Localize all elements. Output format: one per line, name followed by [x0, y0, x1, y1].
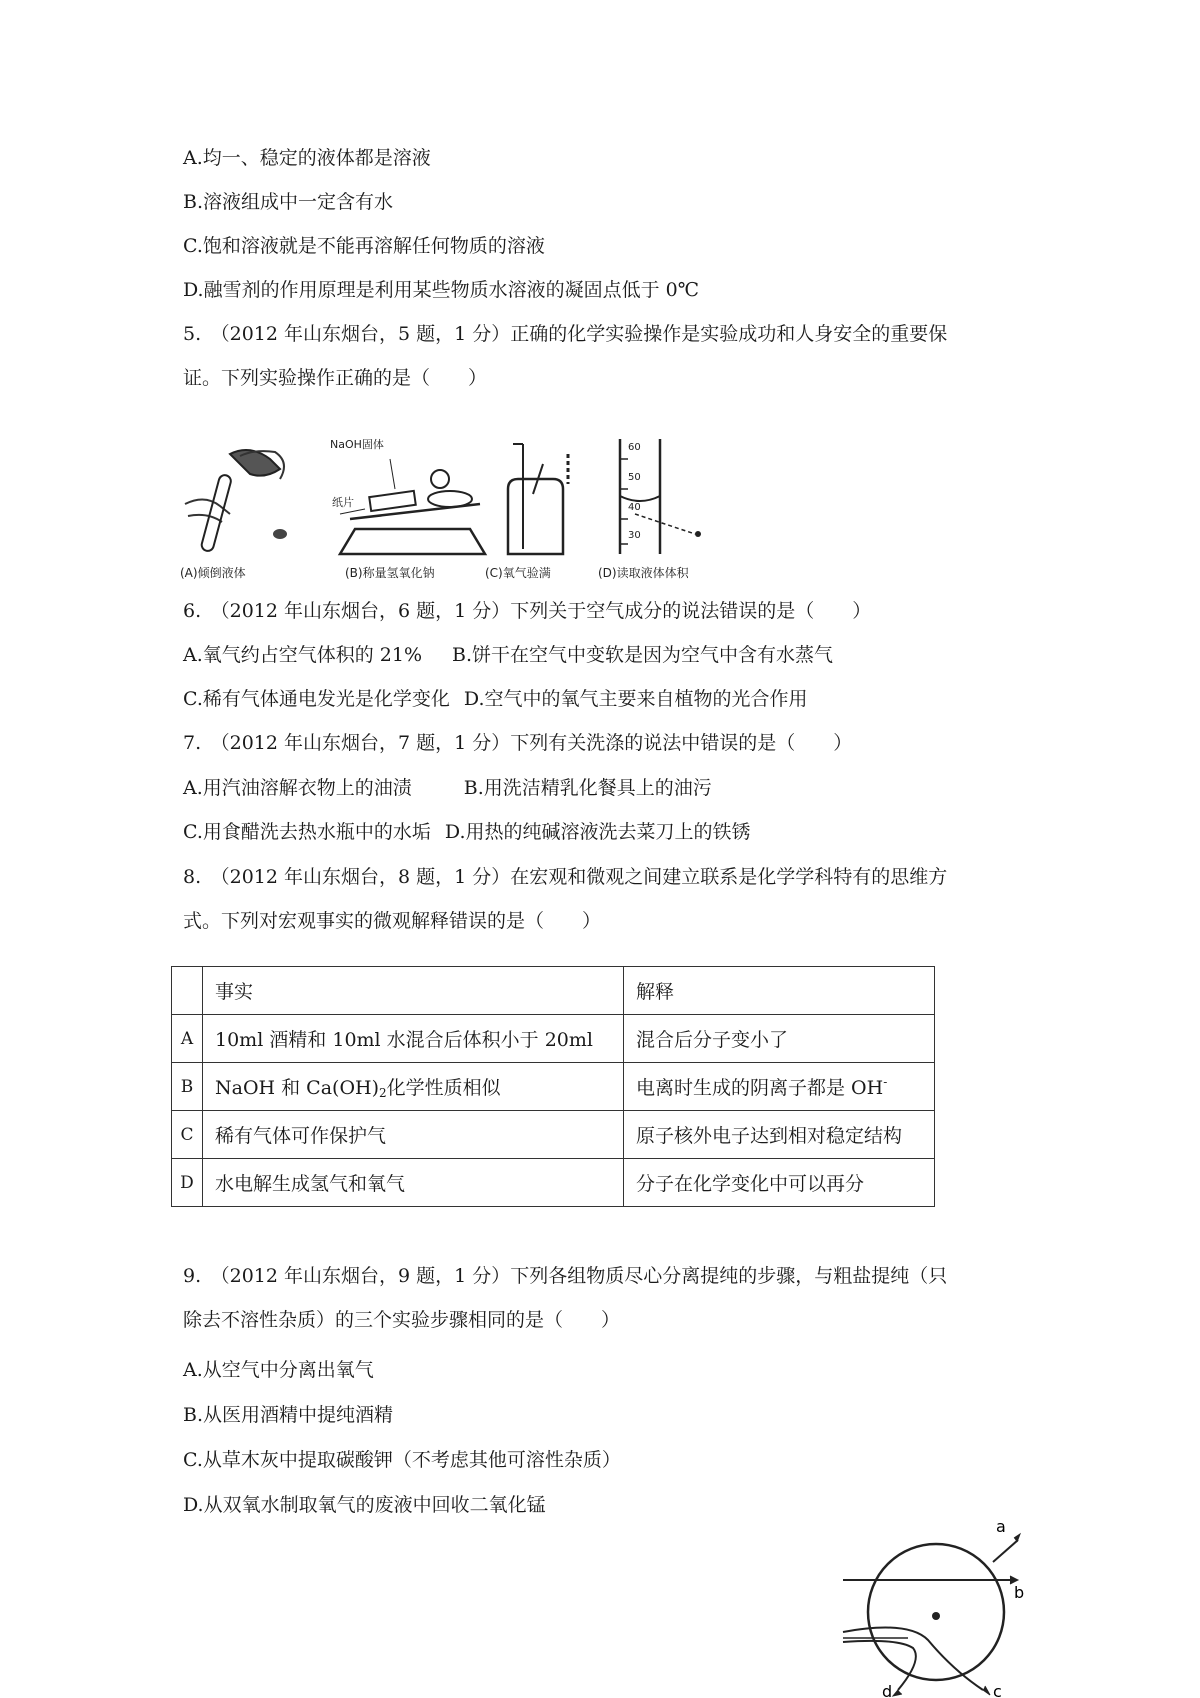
table-header-explain: 解释 [624, 967, 935, 1015]
q6-stem: 6. （2012 年山东烟台，6 题，1 分）下列关于空气成分的说法错误的是（ ） [183, 600, 872, 622]
subscript: 2 [379, 1086, 387, 1100]
label-naoh: NaOH固体 [330, 438, 384, 451]
figure-graduated-cylinder [600, 434, 710, 564]
row-fact: 10ml 酒精和 10ml 水混合后体积小于 20ml [203, 1015, 624, 1063]
q4-option-a: A.均一、稳定的液体都是溶液 [183, 147, 431, 169]
q9-stem-line1: 9. （2012 年山东烟台，9 题，1 分）下列各组物质尽心分离提纯的步骤，与粗盐提纯（只 [183, 1265, 948, 1287]
q9-option-c: C.从草木灰中提取碳酸钾（不考虑其他可溶性杂质） [183, 1449, 621, 1471]
q7-options-cd [183, 819, 751, 845]
figure-pouring-liquid [180, 434, 310, 564]
row-explain [624, 1063, 935, 1111]
fact-text: NaOH 和 Ca(OH) [215, 1077, 380, 1099]
q4-option-b: B.溶液组成中一定含有水 [183, 191, 394, 213]
q7-stem: 7. （2012 年山东烟台，7 题，1 分）下列有关洗涤的说法中错误的是（ ） [183, 732, 853, 754]
label-d: d [882, 1682, 893, 1698]
row-label: C [172, 1111, 203, 1159]
q6-options-ab [183, 642, 833, 668]
q5-stem-line1: 5. （2012 年山东烟台，5 题，1 分）正确的化学实验操作是实验成功和人身安全的重要保 [183, 323, 948, 345]
q5-stem-line2: 证。下列实验操作正确的是（ ） [183, 367, 488, 389]
superscript: - [883, 1075, 888, 1089]
q4-option-c: C.饱和溶液就是不能再溶解任何物质的溶液 [183, 235, 545, 257]
q6-option-c: C.稀有气体通电发光是化学变化 [183, 688, 450, 710]
row-explain: 原子核外电子达到相对稳定结构 [624, 1111, 935, 1159]
label-paper: 纸片 [332, 496, 354, 509]
row-fact: 稀有气体可作保护气 [203, 1111, 624, 1159]
q6-options-cd [183, 686, 808, 712]
q8-table [171, 966, 935, 1207]
row-fact: 水电解生成氢气和氧气 [203, 1159, 624, 1207]
caption-d: (D)读取液体体积 [598, 566, 689, 580]
q9-option-a: A.从空气中分离出氧气 [183, 1359, 374, 1381]
caption-b: (B)称量氢氧化钠 [345, 566, 435, 580]
q7-option-a: A.用汽油溶解衣物上的油渍 [183, 777, 412, 799]
label-c: c [993, 1682, 1002, 1698]
table-row [172, 1111, 935, 1159]
tick-40: 40 [628, 502, 641, 513]
row-explain: 混合后分子变小了 [624, 1015, 935, 1063]
q6-option-b: B.饼干在空气中变软是因为空气中含有水蒸气 [452, 644, 834, 666]
tick-30: 30 [628, 530, 641, 541]
caption-a: (A)倾倒液体 [180, 566, 246, 580]
tick-50: 50 [628, 472, 641, 483]
q9-stem-line2: 除去不溶性杂质）的三个实验步骤相同的是（ ） [183, 1309, 621, 1331]
q8-stem-line2: 式。下列对宏观事实的微观解释错误的是（ ） [183, 910, 602, 932]
explain-text: 电离时生成的阴离子都是 OH [636, 1077, 884, 1099]
table-header-row [172, 967, 935, 1015]
label-b: b [1014, 1583, 1025, 1602]
row-explain: 分子在化学变化中可以再分 [624, 1159, 935, 1207]
row-label: A [172, 1015, 203, 1063]
table-row [172, 1015, 935, 1063]
q7-options-ab [183, 775, 712, 801]
row-label: B [172, 1063, 203, 1111]
q7-option-d: D.用热的纯碱溶液洗去菜刀上的铁锈 [444, 821, 751, 843]
caption-c: (C)氧气验满 [485, 566, 551, 580]
row-fact [203, 1063, 624, 1111]
table-header-blank [172, 967, 203, 1015]
label-a: a [996, 1520, 1006, 1536]
q9-option-b: B.从医用酒精中提纯酒精 [183, 1404, 394, 1426]
q9-option-d: D.从双氧水制取氧气的废液中回收二氧化锰 [183, 1494, 546, 1516]
tick-60: 60 [628, 442, 641, 453]
fact-text-post: 化学性质相似 [386, 1077, 501, 1099]
q6-option-a: A.氧气约占空气体积的 21% [183, 644, 423, 666]
figure-nucleus-scattering [838, 1520, 1028, 1698]
table-header-fact: 事实 [203, 967, 624, 1015]
q5-figures [180, 434, 790, 584]
row-label: D [172, 1159, 203, 1207]
table-row [172, 1159, 935, 1207]
table-row [172, 1063, 935, 1111]
q7-option-b: B.用洗洁精乳化餐具上的油污 [463, 777, 712, 799]
q7-option-c: C.用食醋洗去热水瓶中的水垢 [183, 821, 431, 843]
q4-option-d: D.融雪剂的作用原理是利用某些物质水溶液的凝固点低于 0℃ [183, 279, 699, 301]
q6-option-d: D.空气中的氧气主要来自植物的光合作用 [463, 688, 808, 710]
figure-oxygen-test [498, 434, 578, 564]
q8-stem-line1: 8. （2012 年山东烟台，8 题，1 分）在宏观和微观之间建立联系是化学学科特有的思维方 [183, 866, 948, 888]
